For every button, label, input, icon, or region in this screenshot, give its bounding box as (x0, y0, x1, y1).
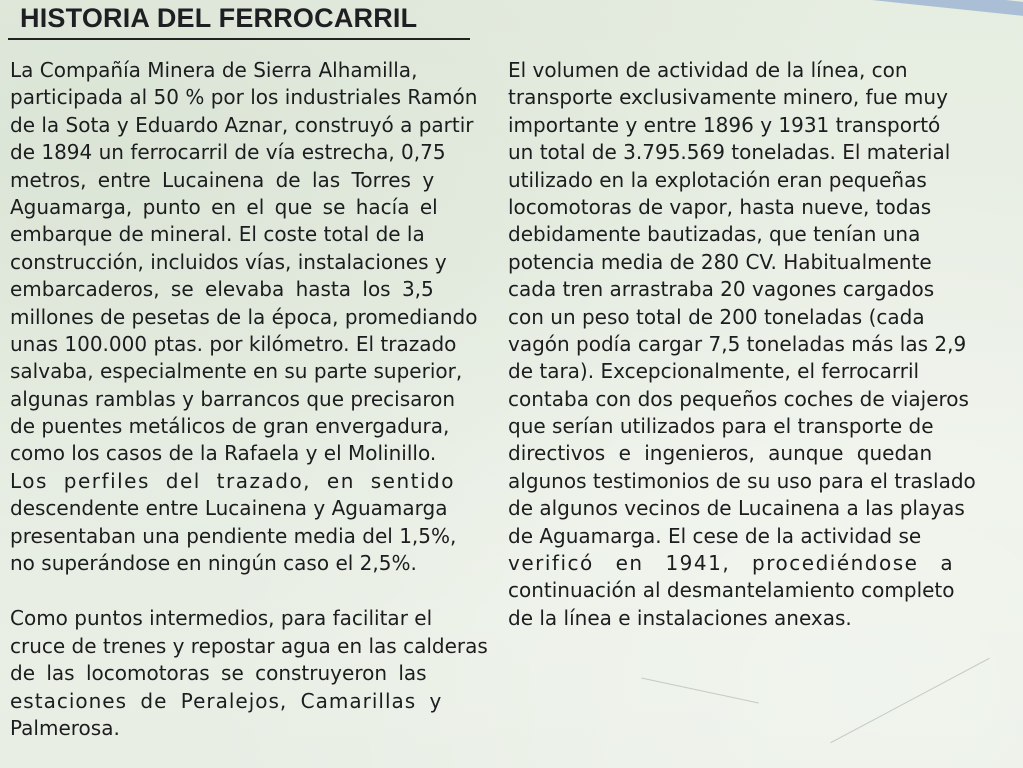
text-line: cada tren arrastraba 20 vagones cargados (508, 277, 935, 302)
text-line: presentaban una pendiente media del 1,5%, (10, 523, 457, 548)
text-line: directivos e ingenieros, aunque quedan (508, 441, 933, 466)
text-line: de la línea e instalaciones anexas. (508, 605, 852, 630)
text-line: de las locomotoras se construyeron las (10, 661, 427, 686)
text-line: embarque de mineral. El coste total de la (10, 222, 425, 247)
text-line: de Aguamarga. El cese de la actividad se (508, 523, 922, 548)
text-line: potencia media de 280 CV. Habitualmente (508, 249, 932, 274)
text-line: no superándose en ningún caso el 2,5%. (10, 551, 417, 576)
text-line: de puentes metálicos de gran envergadura, (10, 414, 450, 439)
text-line: salvaba, especialmente en su parte superior, (10, 359, 463, 384)
text-line: que serían utilizados para el transporte de (508, 414, 934, 439)
text-line: debidamente bautizadas, que tenían una (508, 222, 921, 247)
blue-corner-stripe (760, 0, 1023, 20)
paragraph-gap (10, 577, 505, 605)
text-line: contaba con dos pequeños coches de viajeros (508, 386, 969, 411)
text-line: continuación al desmantelamiento completo (508, 578, 955, 603)
text-line: locomotoras de vapor, hasta nueve, todas (508, 194, 932, 219)
text-line: vagón podía cargar 7,5 toneladas más las 2,9 (508, 331, 967, 356)
text-line: importante y entre 1896 y 1931 transportó (508, 112, 941, 137)
text-line: Palmerosa. (10, 715, 120, 740)
text-line: de la Sota y Eduardo Aznar, construyó a partir (10, 112, 474, 137)
right-text-column (508, 57, 1013, 632)
text-line: algunos testimonios de su uso para el traslado (508, 468, 976, 493)
text-line: Los perfiles del trazado, en sentido (10, 468, 455, 493)
text-line: algunas ramblas y barrancos que precisaron (10, 386, 456, 411)
paragraph-railway-activity (508, 57, 1013, 632)
text-line: descendente entre Lucainena y Aguamarga (10, 496, 448, 521)
text-line: millones de pesetas de la época, promediando (10, 304, 478, 329)
surface-scratch (641, 678, 759, 704)
text-line: construcción, incluidos vías, instalaciones y (10, 249, 447, 274)
text-line: Como puntos intermedios, para facilitar el (10, 606, 433, 631)
text-line: transporte exclusivamente minero, fue muy (508, 85, 948, 110)
text-line: unas 100.000 ptas. por kilómetro. El trazado (10, 331, 457, 356)
surface-scratch (830, 658, 989, 743)
paragraph-railway-construction (10, 57, 505, 577)
text-line: de algunos vecinos de Lucainena a las playas (508, 496, 965, 521)
text-line: un total de 3.795.569 toneladas. El material (508, 140, 951, 165)
text-line: participada al 50 % por los industriales Ramón (10, 85, 478, 110)
text-line: Aguamarga, punto en el que se hacía el (10, 194, 438, 219)
title-underline (8, 38, 470, 40)
paragraph-intermediate-stations (10, 605, 505, 742)
text-line: con un peso total de 200 toneladas (cada (508, 304, 925, 329)
text-line: como los casos de la Rafaela y el Molinillo. (10, 441, 437, 466)
text-line: de 1894 un ferrocarril de vía estrecha, 0,75 (10, 140, 446, 165)
text-line: La Compañía Minera de Sierra Alhamilla, (10, 58, 418, 82)
text-line: embarcaderos, se elevaba hasta los 3,5 (10, 277, 434, 302)
text-line: El volumen de actividad de la línea, con (508, 58, 908, 82)
left-text-column (10, 57, 505, 742)
text-line: verificó en 1941, procediéndose a (508, 551, 955, 576)
text-line: de tara). Excepcionalmente, el ferrocarril (508, 359, 920, 384)
text-line: utilizado en la explotación eran pequeñas (508, 167, 927, 192)
text-line: cruce de trenes y repostar agua en las calderas (10, 633, 488, 658)
text-line: estaciones de Peralejos, Camarillas y (10, 688, 443, 713)
sign-title: HISTORIA DEL FERROCARRIL (20, 3, 418, 33)
text-line: metros, entre Lucainena de las Torres y (10, 167, 435, 192)
